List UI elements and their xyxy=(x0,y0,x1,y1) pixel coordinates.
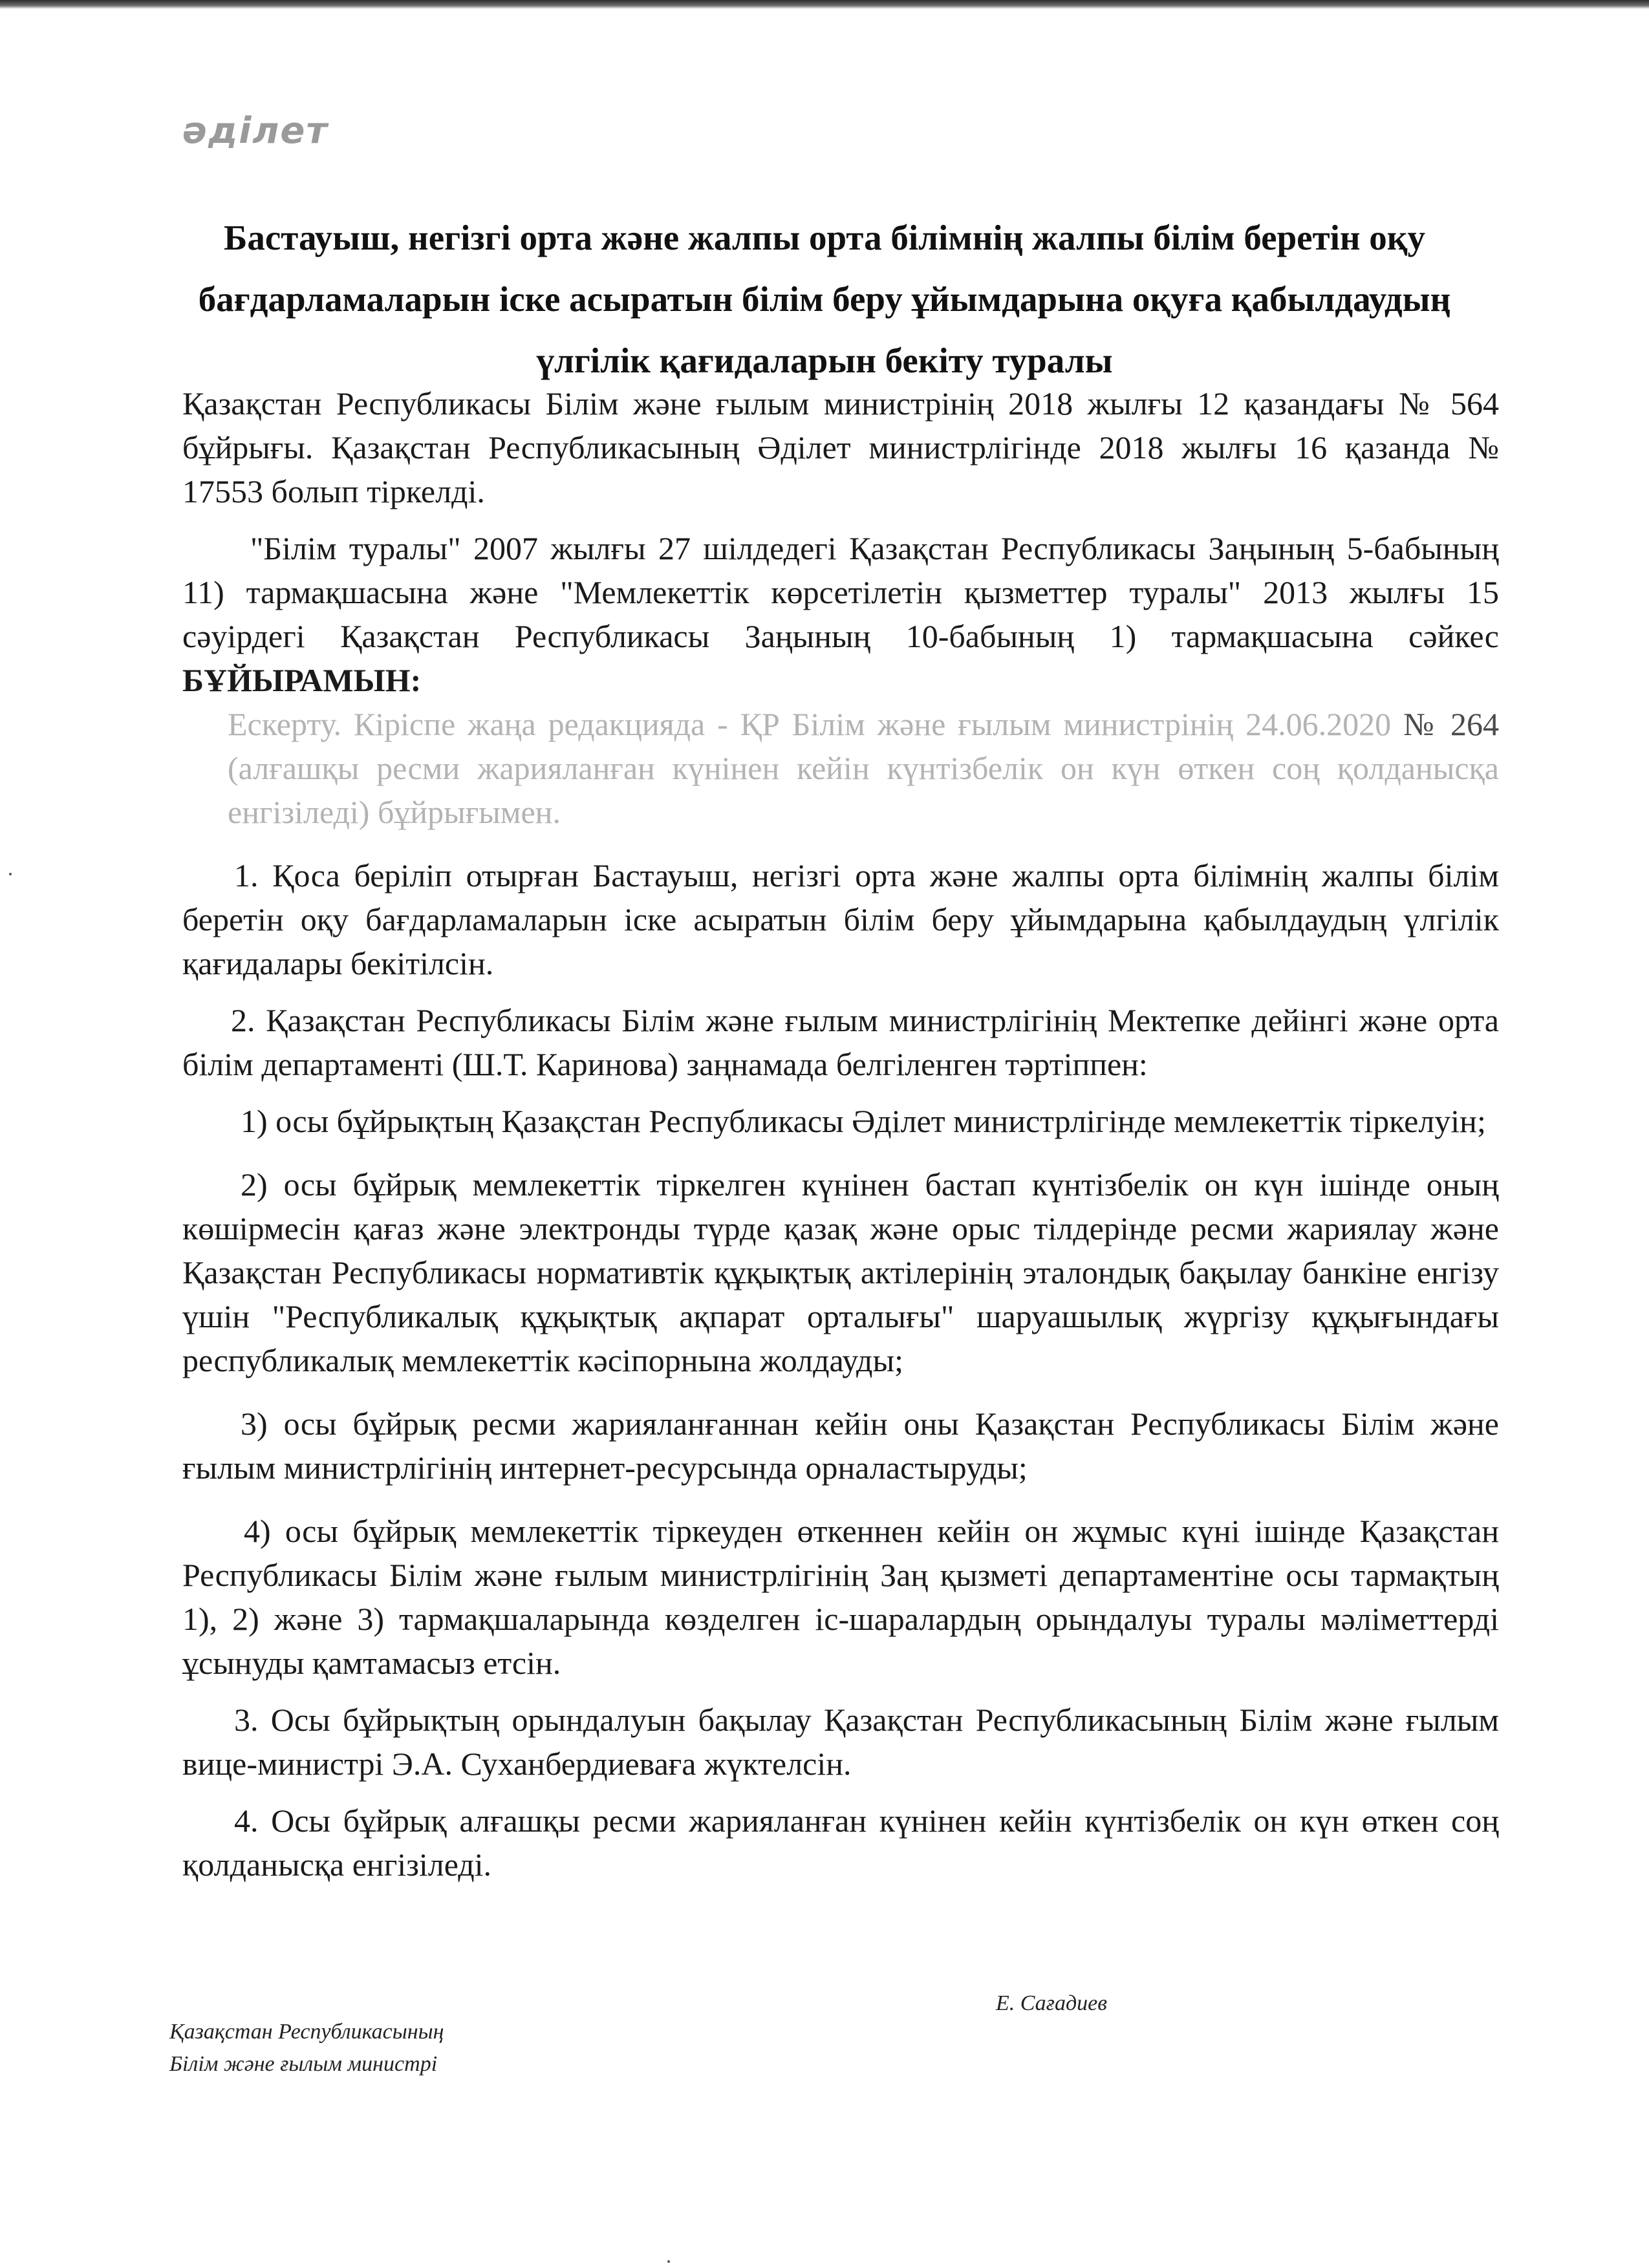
subparagraph-2-1: 1) осы бұйрықтың Қазақстан Республикасы Әділет министрлігінде мемлекеттік тіркелуін; xyxy=(241,1103,1486,1139)
document-title: Бастауыш, негізгі орта және жалпы орта білімнің жалпы білім беретін оқу бағдарламаларын іске асыратын білім беру ұйымдарына оқуға қабылдаудың үлгілік қағидаларын бекіту туралы xyxy=(198,218,1451,380)
subparagraph-2-4: 4) осы бұйрық мемлекеттік тіркеуден өткеннен кейін он жұмыс күні ішінде Қазақстан Республикасы Білім және ғылым министрлігінің Заң қызметі департаментіне осы тармақтың 1), 2) және 3) тармақшаларында көзделген іс-шаралардың орындалуы туралы мәліметтерді ұсынуды қамтамасыз етсін. xyxy=(182,1513,1499,1681)
signature-name: Е. Сағадиев xyxy=(996,1991,1107,2015)
scan-top-edge xyxy=(0,0,1649,9)
document-body xyxy=(182,381,1499,1887)
subparagraph-2-3: 3) осы бұйрық ресми жарияланғаннан кейін оны Қазақстан Республикасы Білім және ғылым министрлігінің интернет-ресурсында орналастыруды; xyxy=(182,1406,1499,1486)
scan-speck xyxy=(667,2260,670,2263)
paragraph-preamble xyxy=(182,526,1499,702)
amendment-note xyxy=(182,702,1499,834)
signature-role-line2: Білім және ғылым министрі xyxy=(169,2052,438,2076)
paragraph-1: 1. Қоса беріліп отырған Бастауыш, негізгі орта және жалпы орта білімнің жалпы білім беретін оқу бағдарламаларын іске асыратын білім беру ұйымдарына қабылдаудың үлгілік қағидалары бекітілсін. xyxy=(182,857,1499,981)
paragraph-2: 2. Қазақстан Республикасы Білім және ғылым министрлігінің Мектепке дейінгі және орта білім департаменті (Ш.Т. Каринова) заңнамада белгіленген тәртіппен: xyxy=(182,1002,1499,1082)
paragraph-3: 3. Осы бұйрықтың орындалуын бақылау Қазақстан Республикасының Білім және ғылым вице-министрі Э.А. Суханбердиеваға жүктелсін. xyxy=(182,1702,1499,1782)
paragraph-intro: Қазақстан Республикасы Білім және ғылым министрінің 2018 жылғы 12 қазандағы № 564 бұйрығы. Қазақстан Республикасының Әділет министрлігінде 2018 жылғы 16 қазанда № 17553 болып тіркелді. xyxy=(182,385,1499,509)
signature-role xyxy=(169,2016,444,2081)
subparagraph-2-2: 2) осы бұйрық мемлекеттік тіркелген күнінен бастап күнтізбелік он күн ішінде оның көшірмесін қағаз және электронды түрде қазақ және орыс тілдерінде ресми жариялау және Қазақстан Республикасы нормативтік құқықтық актілерінің эталондық бақылау банкіне енгізу үшін "Республикалық құқықтық ақпарат орталығы" шаруашылық жүргізу құқығындағы республикалық мемлекеттік кәсіпорнына жолдауды; xyxy=(182,1166,1499,1378)
scan-speck xyxy=(9,873,12,875)
note-text-a: Ескерту. Кіріспе жаңа редакцияда - ҚР Білім және ғылым министрінің 24.06.2020 xyxy=(228,706,1392,742)
note-text-b: (алғашқы ресми жарияланған күнінен кейін күнтізбелік он күн өткен соң қолданысқа енгізіледі) бұйрығымен. xyxy=(228,750,1499,830)
adilet-logo: әділет xyxy=(182,110,329,152)
order-word: БҰЙЫРАМЫН: xyxy=(182,662,422,698)
signature-role-line1: Қазақстан Республикасының xyxy=(169,2020,444,2044)
preamble-text: "Білім туралы" 2007 жылғы 27 шілдедегі Қазақстан Республикасы Заңының 5-бабының 11) тармақшасына және "Мемлекеттік көрсетілетін қызметтер туралы" 2013 жылғы 15 сәуірдегі Қазақстан Республикасы Заңының 10-бабының 1) тармақшасына сәйкес xyxy=(182,530,1499,654)
paragraph-4: 4. Осы бұйрық алғашқы ресми жарияланған күнінен кейін күнтізбелік он күн өткен соң қолданысқа енгізіледі. xyxy=(182,1803,1499,1883)
note-number: № 264 xyxy=(1403,706,1499,742)
